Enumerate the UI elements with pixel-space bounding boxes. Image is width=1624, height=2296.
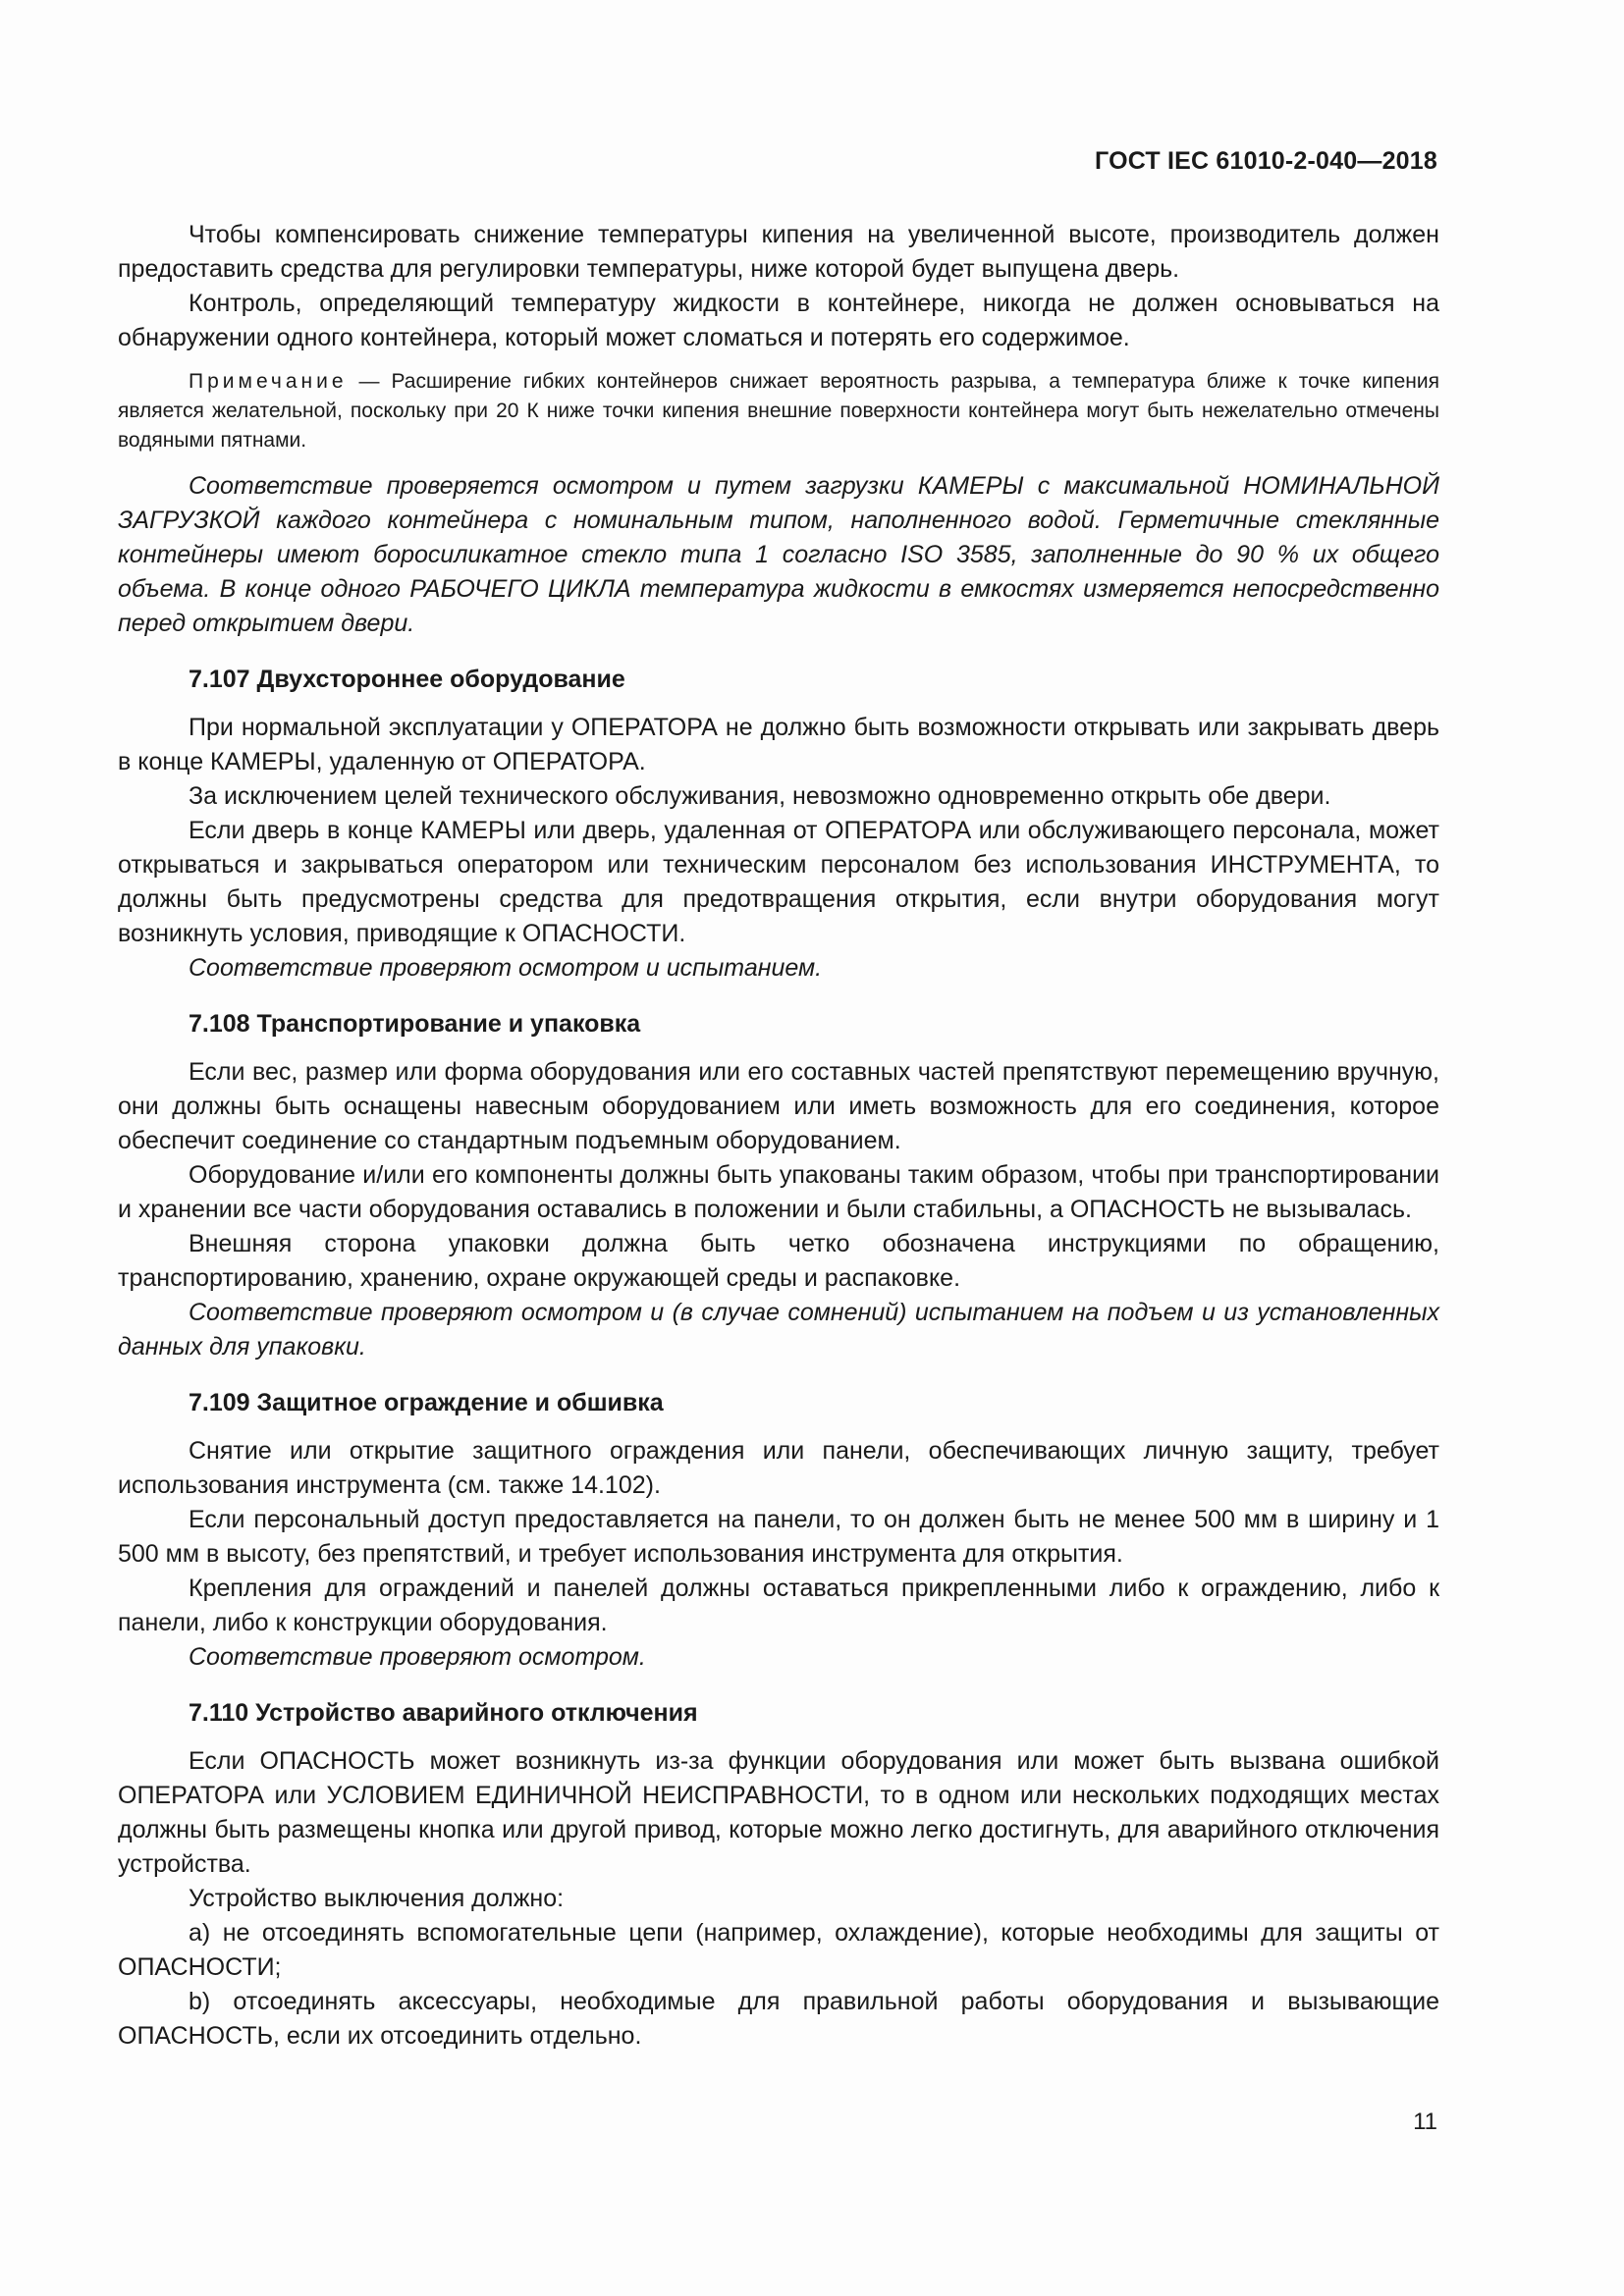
section-7-109-paragraph-3: Крепления для ограждений и панелей должны оставаться прикрепленными либо к ограждению, либо к панели, либо к конструкции оборудования. — [118, 1575, 1439, 1636]
intro-compliance: Соответствие проверяется осмотром и путем загрузки КАМЕРЫ с максимальной НОМИНАЛЬНОЙ ЗАГРУЗКОЙ каждого контейнера с номинальным типом, наполненного водой. Герметичные стеклянные контейнеры имеют боросиликатное стекло типа 1 согласно ISO 3585, заполненные до 90 % их общего объема. В конце одного РАБОЧЕГО ЦИКЛА температура жидкости в емкостях измеряется непосредственно перед открытием двери. — [118, 472, 1439, 637]
note-paragraph — [118, 367, 1439, 455]
section-7-110-paragraph-1: Если ОПАСНОСТЬ может возникнуть из-за функции оборудования или может быть вызвана ошибкой ОПЕРАТОРА или УСЛОВИЕМ ЕДИНИЧНОЙ НЕИСПРАВНОСТИ, то в одном или нескольких подходящих местах должны быть размещены кнопка или другой привод, которые можно легко достигнуть, для аварийного отключения устройства. — [118, 1747, 1439, 1878]
section-7-108-paragraph-2: Оборудование и/или его компоненты должны быть упакованы таким образом, чтобы при транспортировании и хранении все части оборудования оставались в положении и были стабильны, а ОПАСНОСТЬ не вызывалась. — [118, 1161, 1439, 1223]
section-7-110-list-item-b: b) отсоединять аксессуары, необходимые для правильной работы оборудования и вызывающие ОПАСНОСТЬ, если их отсоединить отдельно. — [118, 1988, 1439, 2050]
section-7-109-heading: 7.109 Защитное ограждение и обшивка — [189, 1389, 664, 1416]
section-7-107-paragraph-2: За исключением целей технического обслуживания, невозможно одновременно открыть обе двери. — [189, 782, 1331, 810]
section-7-107-compliance: Соответствие проверяют осмотром и испытанием. — [189, 954, 823, 982]
section-7-107-paragraph-3: Если дверь в конце КАМЕРЫ или дверь, удаленная от ОПЕРАТОРА или обслуживающего персонала, может открываться и закрываться оператором или техническим персоналом без использования ИНСТРУМЕНТА, то должны быть предусмотрены средства для предотвращения открытия, если внутри оборудования могут возникнуть условия, приводящие к ОПАСНОСТИ. — [118, 817, 1439, 947]
section-7-110-list-item-a: а) не отсоединять вспомогательные цепи (например, охлаждение), которые необходимы для защиты от ОПАСНОСТИ; — [118, 1919, 1439, 1981]
section-7-107-paragraph-1: При нормальной эксплуатации у ОПЕРАТОРА не должно быть возможности открывать или закрывать дверь в конце КАМЕРЫ, удаленную от ОПЕРАТОРА. — [118, 714, 1439, 775]
section-7-107-heading: 7.107 Двухстороннее оборудование — [189, 666, 625, 693]
note-label: Примечание — [189, 370, 348, 393]
section-7-110-paragraph-2: Устройство выключения должно: — [189, 1885, 565, 1912]
page-number: 11 — [1413, 2109, 1437, 2135]
section-7-108-compliance: Соответствие проверяют осмотром и (в случае сомнений) испытанием на подъем и из установленных данных для упаковки. — [118, 1299, 1439, 1361]
section-7-108-paragraph-3: Внешняя сторона упаковки должна быть четко обозначена инструкциями по обращению, транспортированию, хранению, охране окружающей среды и распаковке. — [118, 1230, 1439, 1292]
intro-paragraph-1: Чтобы компенсировать снижение температуры кипения на увеличенной высоте, производитель должен предоставить средства для регулировки температуры, ниже которой будет выпущена дверь. — [118, 221, 1439, 283]
section-7-108-heading: 7.108 Транспортирование и упаковка — [189, 1010, 641, 1038]
note-text: — Расширение гибких контейнеров снижает вероятность разрыва, а температура ближе к точке кипения является желательной, поскольку при 20 К ниже точки кипения внешние поверхности контейнера могут быть нежелательно отмечены водяными пятнами. — [118, 370, 1439, 452]
section-7-108-paragraph-1: Если вес, размер или форма оборудования или его составных частей препятствуют перемещению вручную, они должны быть оснащены навесным оборудованием или иметь возможность для его соединения, которое обеспечит соединение со стандартным подъемным оборудованием. — [118, 1058, 1439, 1154]
section-7-109-compliance: Соответствие проверяют осмотром. — [189, 1643, 646, 1671]
page-content — [118, 218, 1439, 2054]
section-7-110-heading: 7.110 Устройство аварийного отключения — [189, 1699, 698, 1727]
document-code-header: ГОСТ IEC 61010-2-040—2018 — [1095, 147, 1437, 175]
intro-paragraph-2: Контроль, определяющий температуру жидкости в контейнере, никогда не должен основываться на обнаружении одного контейнера, который может сломаться и потерять его содержимое. — [118, 290, 1439, 351]
section-7-109-paragraph-1: Снятие или открытие защитного ограждения или панели, обеспечивающих личную защиту, требует использования инструмента (см. также 14.102). — [118, 1437, 1439, 1499]
section-7-109-paragraph-2: Если персональный доступ предоставляется на панели, то он должен быть не менее 500 мм в ширину и 1 500 мм в высоту, без препятствий, и требует использования инструмента для открытия. — [118, 1506, 1439, 1568]
